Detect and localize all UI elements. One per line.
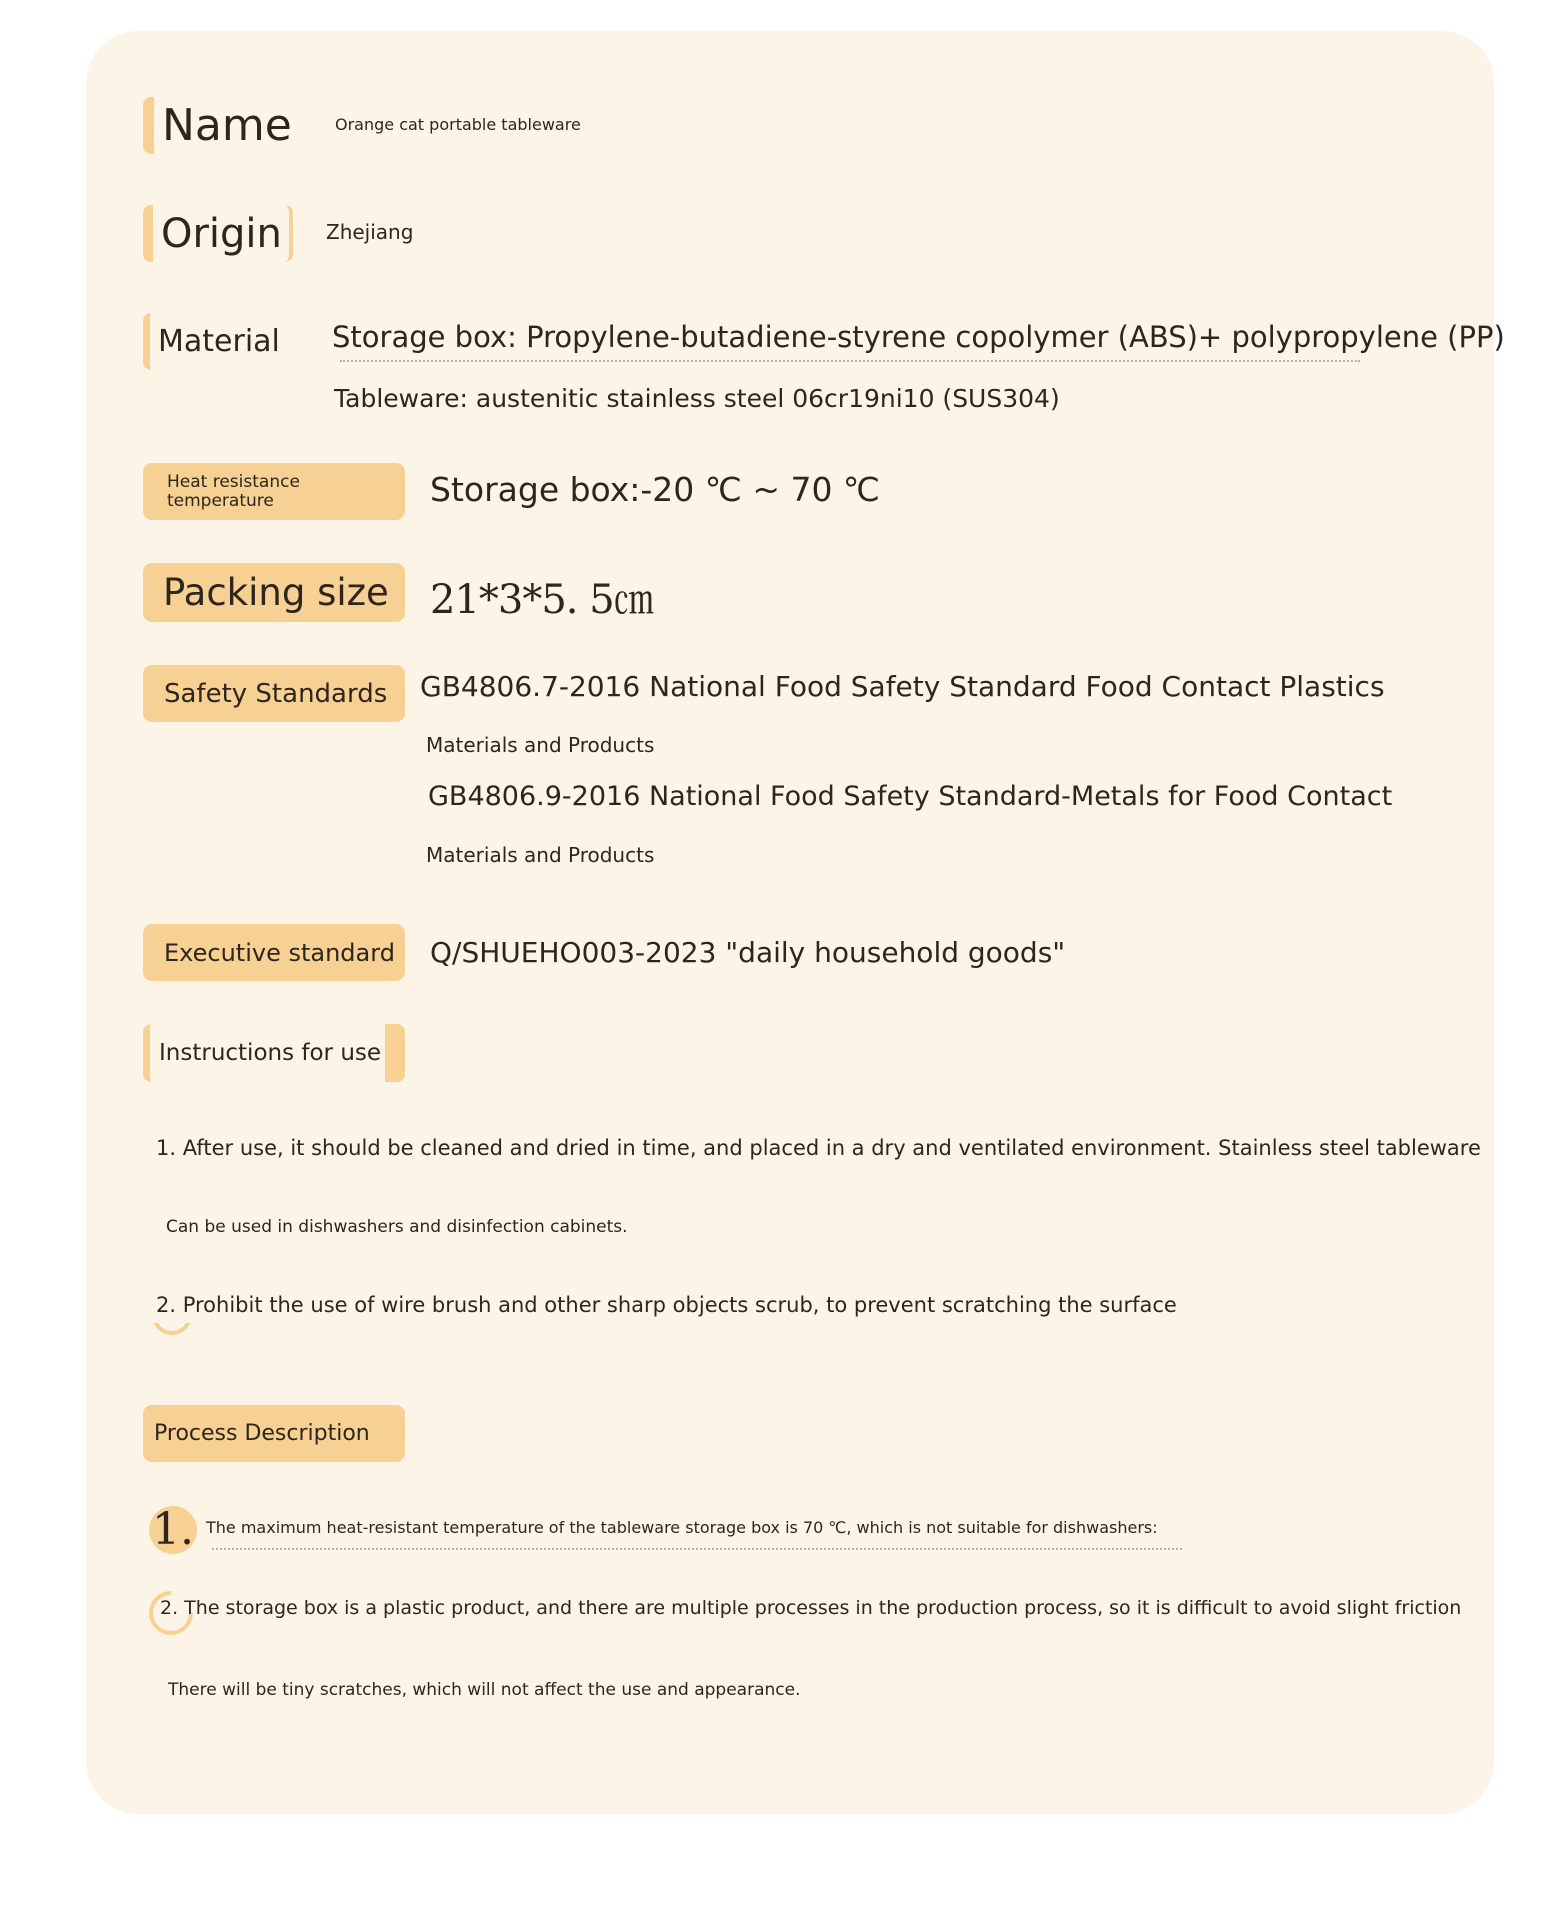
safety-standard-2-cont: Materials and Products — [426, 843, 655, 867]
instructions-item-2: 2. Prohibit the use of wire brush and other sharp objects scrub, to prevent scratching the surface — [156, 1293, 1177, 1317]
process-number-1 — [149, 1506, 197, 1554]
executive-label — [143, 924, 405, 981]
process-item-2: 2. The storage box is a plastic product, and there are multiple processes in the production process, so it is difficult to avoid slight friction — [160, 1597, 1462, 1619]
instructions-item-1: 1. After use, it should be cleaned and dried in time, and placed in a dry and ventilated environment. Stainless steel tableware — [156, 1136, 1481, 1160]
process-item-1: The maximum heat-resistant temperature of the tableware storage box is 70 ℃, which is not suitable for dishwashers: — [206, 1518, 1158, 1537]
safety-standard-2: GB4806.9-2016 National Food Safety Standard-Metals for Food Contact — [428, 781, 1393, 812]
process-item-2-cont: There will be tiny scratches, which will not affect the use and appearance. — [168, 1680, 801, 1700]
material-line-2: Tableware: austenitic stainless steel 06cr19ni10 (SUS304) — [334, 384, 1060, 413]
name-label-text: Name — [162, 100, 292, 151]
heat-label-line-2: temperature — [167, 490, 274, 511]
packing-label-text: Packing size — [163, 571, 389, 614]
packing-label — [143, 563, 405, 622]
heat-label — [143, 463, 405, 520]
heat-label-text — [167, 473, 300, 510]
safety-label-text: Safety Standards — [164, 678, 388, 709]
process-label-text: Process Description — [154, 1421, 370, 1446]
origin-label-text: Origin — [161, 210, 282, 257]
process-label — [143, 1405, 405, 1462]
material-label-text: Material — [158, 324, 280, 359]
instructions-label — [143, 1024, 385, 1082]
material-label — [143, 313, 291, 370]
heat-value: Storage box:-20 ℃ ~ 70 ℃ — [430, 470, 880, 509]
safety-standard-1-cont: Materials and Products — [426, 733, 655, 757]
name-value: Orange cat portable tableware — [335, 115, 581, 134]
executive-value: Q/SHUEHO003-2023 "daily household goods" — [430, 936, 1066, 969]
name-label — [143, 97, 293, 154]
process-number-1-text: 1. — [152, 1504, 194, 1555]
instructions-item-1-cont: Can be used in dishwashers and disinfection cabinets. — [166, 1217, 628, 1237]
safety-standard-1: GB4806.7-2016 National Food Safety Standard Food Contact Plastics — [420, 670, 1385, 703]
heat-label-line-1: Heat resistance — [167, 471, 300, 492]
instructions-label-tab-end — [385, 1024, 405, 1082]
executive-label-text: Executive standard — [164, 938, 395, 967]
instructions-label-text: Instructions for use — [159, 1040, 382, 1066]
process-item-1-ghost — [212, 1546, 1182, 1552]
packing-value: 21*3*5. 5㎝ — [430, 577, 653, 623]
origin-label — [143, 205, 293, 262]
material-line-ghost — [340, 358, 1360, 364]
material-line-1: Storage box: Propylene-butadiene-styrene copolymer (ABS)+ polypropylene (PP) — [332, 320, 1505, 354]
origin-value: Zhejiang — [326, 220, 414, 244]
safety-label — [143, 665, 405, 722]
instructions-decor-arc — [152, 1323, 192, 1339]
